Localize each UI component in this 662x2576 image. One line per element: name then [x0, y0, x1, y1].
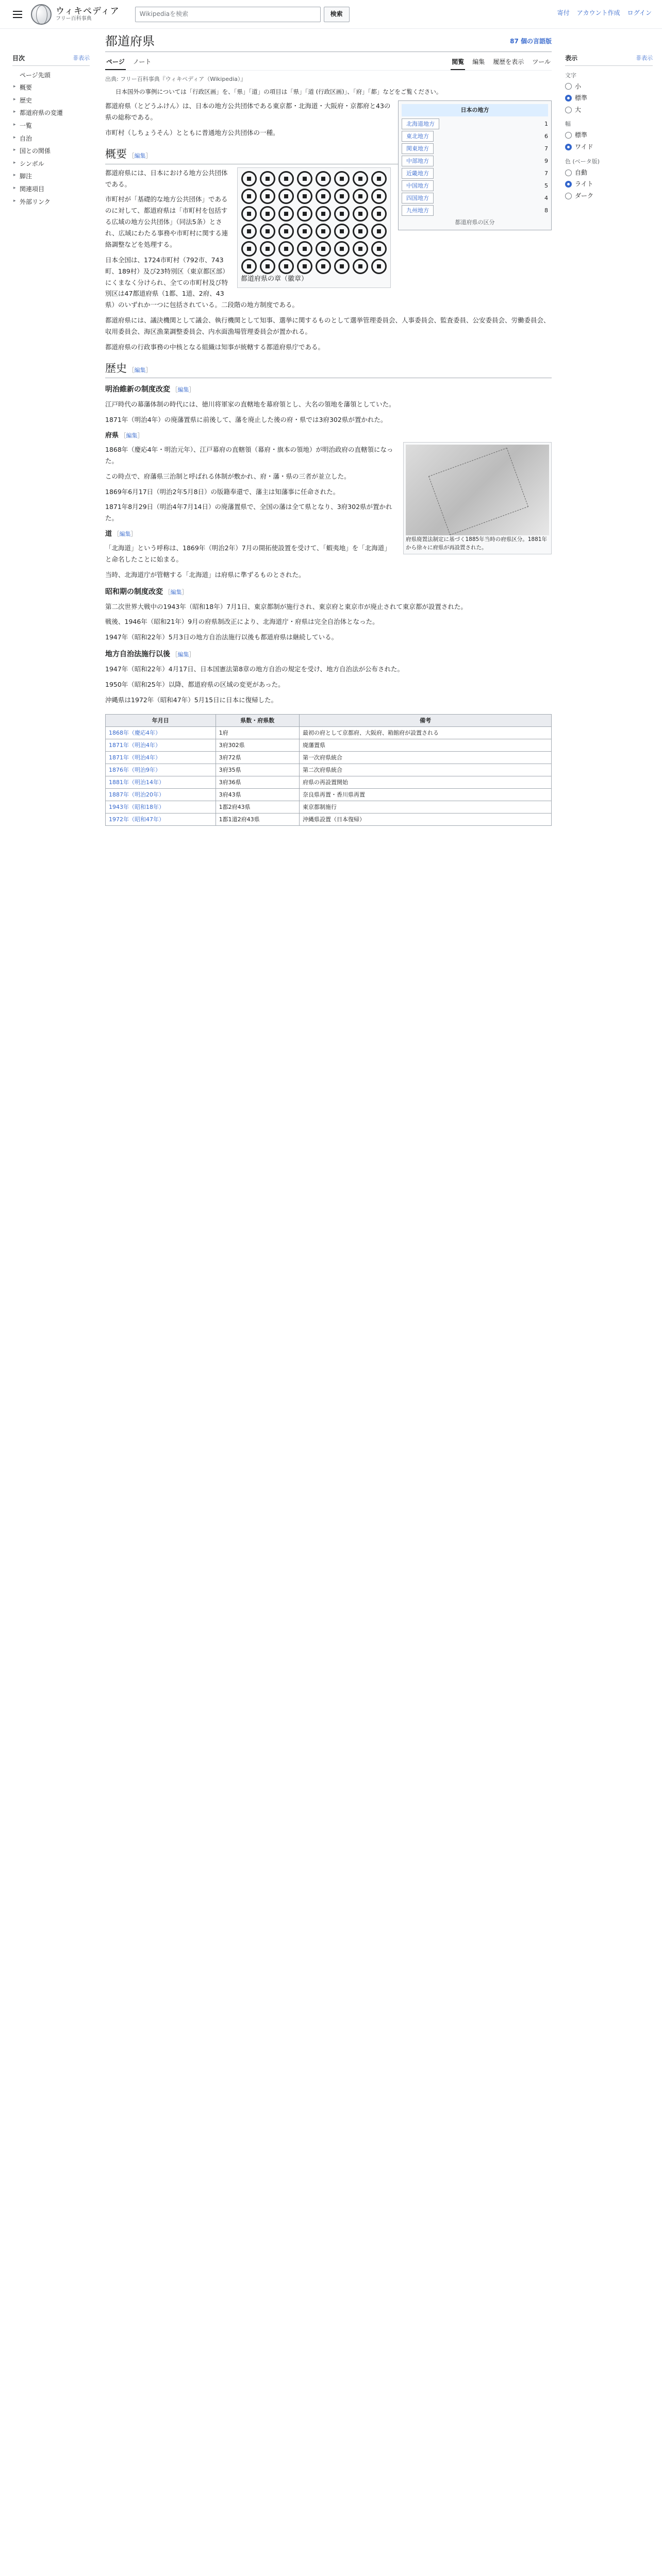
table-header: 年月日: [106, 714, 216, 726]
infobox-row: [402, 143, 548, 154]
regions-infobox: [398, 100, 552, 230]
table-cell[interactable]: 1943年（昭和18年）: [106, 801, 216, 813]
wikipedia-globe-icon: [31, 4, 52, 25]
map-caption: 府県廃置法制定に基づく1885年当時の府県区分。1881年から徐々に府県が再設置された。: [406, 536, 547, 551]
region-link[interactable]: 四国地方: [402, 193, 434, 204]
table-cell: 1都2府43県: [216, 801, 299, 813]
infobox-row: [402, 193, 548, 204]
prefecture-emblem-icon: [371, 259, 387, 274]
hatnote: 日本国外の事例については「行政区画」を、「県」「道」の項目は「県」「道 (行政区画)」、「府」「都」などをご覧ください。: [115, 88, 442, 95]
appearance-hide-button[interactable]: 非表示: [636, 55, 653, 61]
japan-map-image: [406, 445, 549, 535]
prefecture-emblem-icon: [278, 206, 294, 222]
prefecture-emblem-icon: [260, 241, 275, 257]
table-cell: 第二次府県統合: [300, 764, 552, 776]
table-cell: 東京都制施行: [300, 801, 552, 813]
prefecture-emblem-icon: [297, 206, 312, 222]
search-input[interactable]: Wikipediaを検索: [135, 7, 321, 22]
prefecture-emblem-icon: [260, 171, 275, 187]
prefecture-emblem-icon: [316, 206, 331, 222]
section-heading: 概要 ［編集］: [105, 146, 552, 164]
table-row: [106, 788, 552, 801]
paragraph: 都道府県の行政事務の中核となる組織は知事が統轄する都道府県庁である。: [105, 343, 325, 351]
radio-icon[interactable]: [565, 95, 572, 101]
prefecture-emblem-icon: [371, 206, 387, 222]
region-link[interactable]: 関東地方: [402, 143, 434, 154]
emblem-grid: [241, 171, 387, 274]
search-button[interactable]: 検索: [324, 7, 350, 22]
infobox-row: [402, 180, 548, 191]
appearance-group-label: 色 (ベータ版): [565, 158, 600, 165]
option-label: 小: [575, 82, 582, 90]
table-cell[interactable]: 1972年（昭和47年）: [106, 813, 216, 825]
option-label: 標準: [575, 131, 588, 139]
edit-link-text[interactable]: 編集: [177, 386, 189, 394]
paragraph: 1947年（昭和22年）5月3日の地方自治法施行以後も都道府県は継続している。: [105, 633, 338, 641]
from-line: 出典: フリー百科事典『ウィキペディア（Wikipedia）』: [105, 75, 246, 82]
toc-item[interactable]: ▸ 国との関係: [12, 145, 90, 158]
prefecture-emblem-icon: [334, 171, 350, 187]
appearance-option[interactable]: [565, 93, 653, 103]
option-label: 大: [575, 106, 582, 113]
prefecture-emblem-icon: [241, 206, 257, 222]
prefecture-emblem-icon: [260, 259, 275, 274]
prefecture-emblem-icon: [334, 224, 350, 239]
table-cell: 最初の府として京都府、大阪府、箱館府が設置される: [300, 726, 552, 739]
table-cell: 府県の再設置開始: [300, 776, 552, 788]
radio-icon[interactable]: [565, 83, 572, 90]
paragraph: 日本全国は、1724市町村（792市、743町、189村）及び23特別区（東京都区部）にくまなく分けられ、全ての市町村及び特別区は47都道府県（1都、1道、2府、43県）のいずれか一つに包括されている。二段階の地方制度である。: [105, 256, 299, 309]
edit-link-text[interactable]: 編集: [170, 588, 182, 596]
appearance-group-label: 幅: [565, 121, 571, 128]
table-cell[interactable]: 1868年（慶応4年）: [106, 726, 216, 739]
tab-right-0[interactable]: 閲覧: [451, 55, 465, 70]
user-link[interactable]: ログイン: [627, 9, 652, 16]
search-form: [135, 7, 350, 22]
toc-item[interactable]: ▸ シンボル: [12, 158, 90, 171]
table-cell: 奈良県再置・香川県再置: [300, 788, 552, 801]
prefecture-emblem-icon: [316, 241, 331, 257]
infobox-row: [402, 205, 548, 216]
user-links: [557, 8, 652, 18]
edit-link: ［編集］: [119, 432, 143, 439]
infobox-row: [402, 118, 548, 129]
table-cell: 廃藩置県: [300, 739, 552, 751]
edit-link: ［編集］: [127, 366, 152, 374]
region-count: 4: [544, 194, 548, 201]
toc-list: [12, 69, 90, 209]
edit-link-text[interactable]: 編集: [177, 651, 189, 658]
prefecture-emblem-icon: [334, 259, 350, 274]
emblems-caption: 都道府県の章（徽章）: [241, 275, 308, 283]
appearance-option[interactable]: [565, 179, 653, 189]
table-cell: 沖縄県設置（日本復帰）: [300, 813, 552, 825]
prefecture-emblem-icon: [353, 171, 368, 187]
prefecture-emblem-icon: [316, 259, 331, 274]
radio-icon[interactable]: [565, 170, 572, 176]
radio-icon[interactable]: [565, 107, 572, 113]
table-row: [106, 739, 552, 751]
table-cell: 3府72県: [216, 751, 299, 764]
toc-item[interactable]: ▸ 脚注: [12, 170, 90, 183]
edit-link: ［編集］: [163, 588, 188, 596]
prefecture-emblem-icon: [260, 224, 275, 239]
user-link[interactable]: アカウント作成: [576, 9, 620, 16]
radio-icon[interactable]: [565, 132, 572, 139]
header: [0, 0, 662, 29]
prefecture-emblem-icon: [371, 171, 387, 187]
page-title: 都道府県: [105, 34, 155, 48]
region-count: 7: [544, 170, 548, 177]
table-cell[interactable]: 1887年（明治20年）: [106, 788, 216, 801]
edit-link: ［編集］: [170, 651, 195, 658]
prefecture-emblem-icon: [297, 241, 312, 257]
option-label: ワイド: [575, 143, 593, 151]
paragraph: 「北海道」という呼称は、1869年（明治2年）7月の開拓使設置を受けて、「蝦夷地」を「北海道」と命名したことに始まる。: [105, 544, 391, 564]
prefecture-emblem-icon: [353, 224, 368, 239]
prefecture-emblem-icon: [260, 189, 275, 204]
tab-right-1[interactable]: 編集: [472, 58, 485, 65]
prefecture-emblem-icon: [316, 171, 331, 187]
region-count: 1: [544, 120, 548, 127]
paragraph: 都道府県には、議決機関として議会、執行機関として知事、選挙に関するものとして選挙管理委員会、人事委員会、監査委員、公安委員会、労働委員会、収用委員会、海区漁業調整委員会、内水面漁場管理委員会が置かれる。: [105, 316, 550, 335]
tab-0[interactable]: ページ: [105, 55, 126, 70]
infobox-caption: 都道府県の区分: [455, 218, 495, 226]
language-button[interactable]: 87 個の言語版: [510, 38, 552, 45]
region-link[interactable]: 中部地方: [402, 156, 434, 166]
page-tabs: [105, 55, 552, 71]
edit-link-text[interactable]: 編集: [134, 366, 146, 374]
map-figure: [403, 442, 552, 555]
region-link[interactable]: 北海道地方: [402, 118, 439, 129]
appearance-option[interactable]: [565, 168, 653, 178]
table-cell: 3府36県: [216, 776, 299, 788]
prefecture-emblem-icon: [371, 189, 387, 204]
infobox-row: [402, 156, 548, 166]
paragraph: 1869年6月17日（明治2年5月8日）の版籍奉還で、藩主は知藩事に任命された。: [105, 487, 340, 496]
prefecture-emblem-icon: [278, 224, 294, 239]
table-row: [106, 764, 552, 776]
paragraph: 戦後、1946年（昭和21年）9月の府県制改正により、北海道庁・府県は完全自治体となった。: [105, 618, 379, 626]
prefecture-emblem-icon: [278, 259, 294, 274]
table-header: 県数・府県数: [216, 714, 299, 726]
toc-item[interactable]: ▸ 歴史: [12, 94, 90, 107]
table-header: 備考: [300, 714, 552, 726]
lead-paragraph: 市町村（しちょうそん）とともに普通地方公共団体の一種。: [105, 129, 279, 137]
page-title-row: [105, 33, 552, 52]
subsection-heading: 明治維新の制度改変 ［編集］: [105, 385, 195, 394]
table-row: [106, 726, 552, 739]
prefecture-emblem-icon: [316, 224, 331, 239]
edit-link: ［編集］: [112, 531, 137, 538]
content: [105, 33, 552, 826]
toc-item[interactable]: ページ先頭: [20, 71, 51, 79]
wordmark: ウィキペディア: [56, 6, 120, 16]
prefecture-emblem-icon: [241, 241, 257, 257]
edit-link-text[interactable]: 編集: [126, 432, 138, 439]
tagline: フリー百科事典: [56, 15, 92, 22]
table-cell: 3府43県: [216, 788, 299, 801]
prefecture-emblem-icon: [353, 241, 368, 257]
prefecture-emblem-icon: [371, 224, 387, 239]
prefecture-emblem-icon: [353, 259, 368, 274]
infobox-title: 日本の地方: [402, 104, 548, 116]
prefecture-emblem-icon: [353, 189, 368, 204]
paragraph: 1868年（慶応4年・明治元年）、江戸幕府の直轄領（幕府・旗本の領地）が明治政府の直轄領になった。: [105, 445, 393, 465]
toc-item[interactable]: ▸ 概要: [12, 81, 90, 94]
toc-item[interactable]: ▸ 都道府県の変遷: [12, 107, 90, 120]
table-cell[interactable]: 1881年（明治14年）: [106, 776, 216, 788]
option-label: ダーク: [575, 192, 594, 199]
appearance-group-label: 文字: [565, 72, 576, 79]
prefecture-emblem-icon: [297, 224, 312, 239]
table-cell[interactable]: 1871年（明治4年）: [106, 739, 216, 751]
prefecture-emblem-icon: [241, 171, 257, 187]
paragraph: 江戸時代の幕藩体制の時代には、徳川将軍家の直轄地を幕府領とし、大名の領地を藩領としていた。: [105, 400, 395, 408]
toc-item[interactable]: ▸ 自治: [12, 132, 90, 145]
prefecture-emblem-icon: [353, 206, 368, 222]
table-row: [106, 751, 552, 764]
table-row: [106, 801, 552, 813]
paragraph: 第二次世界大戦中の1943年（昭和18年）7月1日、東京都制が施行され、東京府と東京市が廃止されて東京都が設置された。: [105, 602, 467, 611]
edit-link-text[interactable]: 編集: [119, 531, 131, 538]
region-link[interactable]: 近畿地方: [402, 168, 434, 179]
region-count: 8: [544, 207, 548, 214]
table-cell[interactable]: 1871年（明治4年）: [106, 751, 216, 764]
table-row: [106, 776, 552, 788]
prefecture-emblem-icon: [297, 259, 312, 274]
paragraph: 1871年（明治4年）の廃藩置県に前後して、藩を廃止した後の府・県では3府302県が置かれた。: [105, 415, 387, 423]
infobox-row: [402, 131, 548, 142]
table-cell: 3府35県: [216, 764, 299, 776]
appearance-option[interactable]: [565, 191, 653, 201]
radio-icon[interactable]: [565, 181, 572, 188]
table-cell: 第一次府県統合: [300, 751, 552, 764]
prefecture-emblem-icon: [371, 241, 387, 257]
toc-hide-button[interactable]: 非表示: [73, 55, 90, 61]
prefecture-emblem-icon: [316, 189, 331, 204]
region-count: 9: [544, 157, 548, 164]
subsubsection-heading: 府県 ［編集］: [105, 431, 143, 439]
prefecture-emblem-icon: [260, 206, 275, 222]
section-heading: 歴史 ［編集］: [105, 360, 552, 379]
prefecture-emblem-icon: [241, 189, 257, 204]
region-link[interactable]: 九州地方: [402, 205, 434, 216]
user-link[interactable]: 寄付: [557, 9, 570, 16]
option-label: 自動: [575, 168, 588, 176]
table-cell[interactable]: 1876年（明治9年）: [106, 764, 216, 776]
appearance-option[interactable]: [565, 82, 653, 92]
toc-item[interactable]: ▸ 外部リンク: [12, 196, 90, 209]
appearance-option[interactable]: [565, 142, 653, 152]
appearance-panel: [565, 54, 653, 202]
paragraph: 当時、北海道庁が管轄する「北海道」は府県に準ずるものとされた。: [105, 571, 305, 579]
option-label: ライト: [575, 180, 593, 188]
paragraph: 都道府県には、日本における地方公共団体である。: [105, 168, 228, 188]
paragraph: 1871年8月29日（明治4年7月14日）の廃藩置県で、全国の藩は全て県となり、3府302県が置かれた。: [105, 503, 392, 522]
region-count: 5: [544, 182, 548, 189]
region-link[interactable]: 東北地方: [402, 131, 434, 142]
prefecture-emblem-icon: [334, 241, 350, 257]
subsection-heading: 昭和期の制度改変 ［編集］: [105, 587, 188, 596]
tab-right-2[interactable]: 履歴を表示: [493, 58, 524, 65]
paragraph: この時点で、府藩県三治制と呼ばれる体制が敷かれ、府・藩・県の三者が並立した。: [105, 472, 351, 480]
toc-item[interactable]: ▸ 関連項目: [12, 183, 90, 196]
table-cell: 1府: [216, 726, 299, 739]
subsection-heading: 地方自治法施行以後 ［編集］: [105, 650, 195, 659]
appearance-heading: 表示 非表示: [565, 54, 653, 66]
radio-icon[interactable]: [565, 193, 572, 199]
prefecture-emblem-icon: [241, 259, 257, 274]
region-count: 7: [544, 145, 548, 152]
prefecture-history-table: [105, 714, 552, 826]
appearance-option[interactable]: [565, 105, 653, 115]
paragraph: 市町村が「基礎的な地方公共団体」であるのに対して、都道府県は「市町村を包括する広域の地方公共団体」（同法5条）とされ、広域にわたる事務や市町村に関する連絡調整などを処理する。: [105, 195, 228, 248]
prefecture-emblem-icon: [334, 206, 350, 222]
prefecture-emblem-icon: [241, 224, 257, 239]
infobox-row: [402, 168, 548, 179]
prefecture-emblem-icon: [278, 171, 294, 187]
toc-item[interactable]: ▸ 一覧: [12, 120, 90, 132]
toc-heading: 目次 非表示: [12, 54, 90, 66]
tab-1[interactable]: ノート: [133, 58, 152, 65]
prefecture-emblem-icon: [297, 189, 312, 204]
subsubsection-heading: 道 ［編集］: [105, 530, 137, 538]
radio-icon[interactable]: [565, 144, 572, 150]
site-logo[interactable]: [31, 4, 120, 25]
table-row: [106, 813, 552, 825]
edit-link: ［編集］: [127, 152, 152, 160]
paragraph: 1950年（昭和25年）以降、都道府県の区域の変更があった。: [105, 680, 285, 688]
prefecture-emblem-icon: [297, 171, 312, 187]
prefecture-emblem-icon: [278, 241, 294, 257]
emblems-figure: [237, 167, 391, 288]
tab-right-3[interactable]: ツール: [532, 58, 551, 65]
main-menu-button[interactable]: [7, 4, 28, 25]
appearance-option[interactable]: [565, 130, 653, 140]
paragraph: 沖縄県は1972年（昭和47年）5月15日に日本に復帰した。: [105, 696, 278, 704]
edit-link-text[interactable]: 編集: [134, 152, 146, 160]
table-cell: 1都1道2府43県: [216, 813, 299, 825]
lead-paragraph: 都道府県（とどうふけん）は、日本の地方公共団体である東京都・北海道・大阪府・京都府と43の県の総称である。: [105, 102, 391, 122]
prefecture-emblem-icon: [278, 189, 294, 204]
region-count: 6: [544, 132, 548, 140]
option-label: 標準: [575, 94, 588, 102]
edit-link: ［編集］: [170, 386, 195, 394]
table-cell: 3府302県: [216, 739, 299, 751]
prefecture-emblem-icon: [334, 189, 350, 204]
region-link[interactable]: 中国地方: [402, 180, 434, 191]
toc-sidebar: [12, 54, 90, 208]
paragraph: 1947年（昭和22年）4月17日、日本国憲法第8章の地方自治の規定を受け、地方自治法が公布された。: [105, 665, 404, 673]
